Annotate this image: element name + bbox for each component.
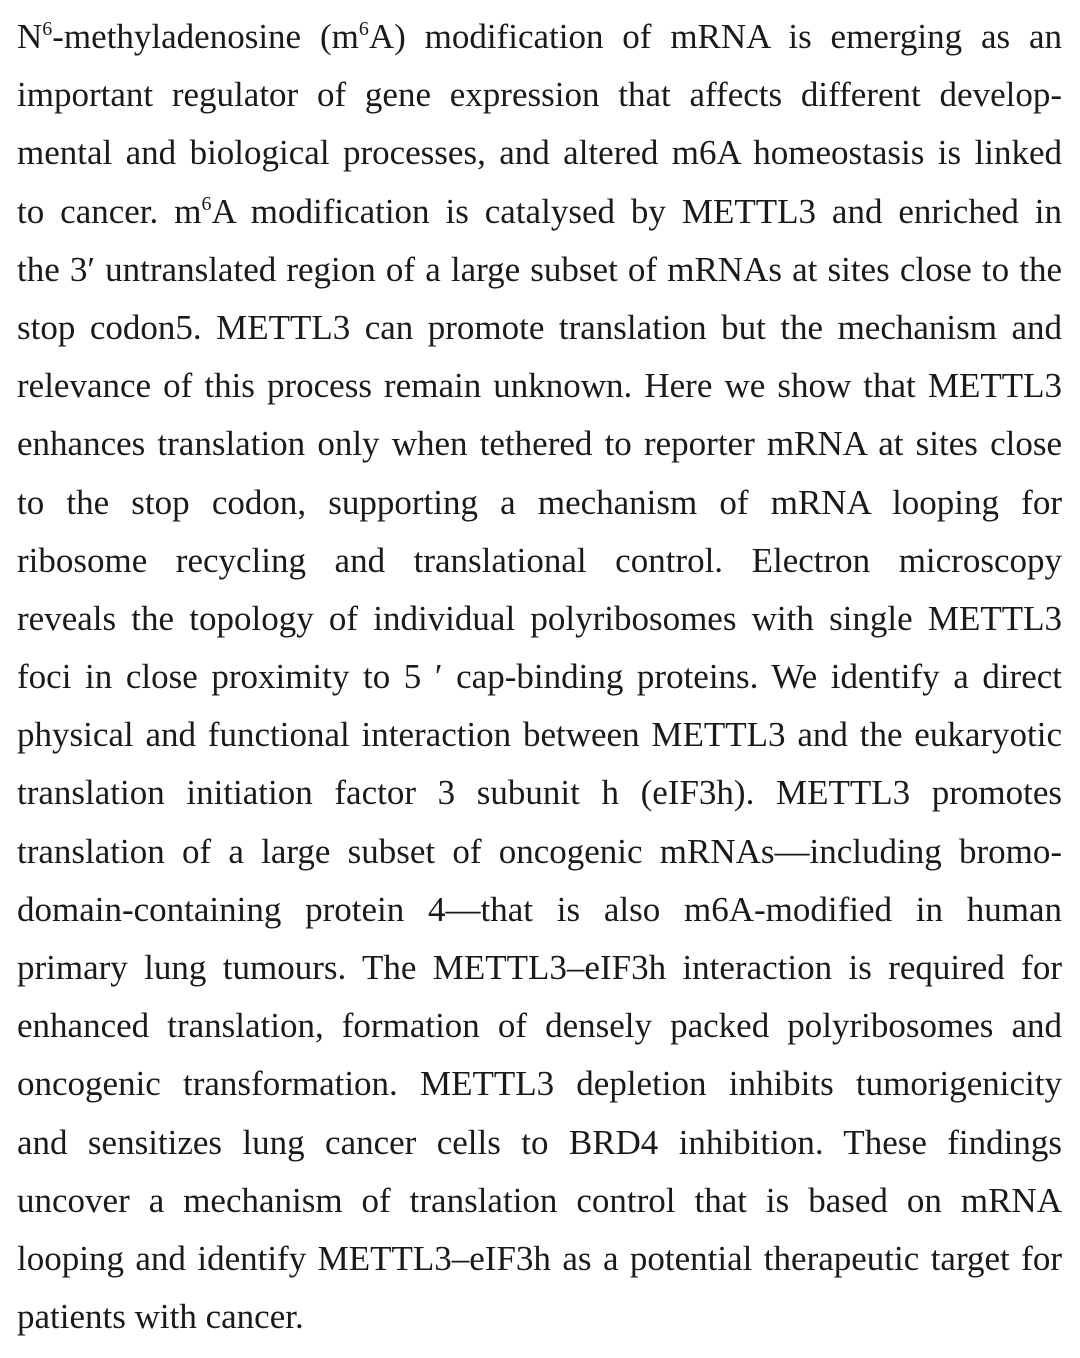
text-line: [17, 12, 1062, 70]
text-line: stop codon5. METTL3 can promote translation but the mechanism and: [17, 307, 1062, 347]
text-line: oncogenic transformation. METTL3 depletion inhibits tumorigenicity: [17, 1064, 1062, 1104]
text-line: looping and identify METTL3–eIF3h as a potential therapeutic target for: [17, 1238, 1062, 1278]
text-line: uncover a mechanism of translation control that is based on mRNA: [17, 1180, 1062, 1220]
text-segment: to cancer. m: [17, 191, 202, 231]
text-line: the 3′ untranslated region of a large subset of mRNAs at sites close to the: [17, 249, 1062, 289]
text-line: reveals the topology of individual polyribosomes with single METTL3: [17, 598, 1062, 638]
text-segment: A modification is catalysed by METTL3 and enriched in: [211, 191, 1063, 231]
text-line: domain-containing protein 4—that is also m6A-modified in human: [17, 889, 1062, 929]
text-line: mental and biological processes, and altered m6A homeostasis is linked: [17, 133, 1062, 173]
text-segment: N: [17, 17, 43, 56]
superscript: 6: [358, 18, 369, 40]
text-line: translation initiation factor 3 subunit h (eIF3h). METTL3 promotes: [17, 773, 1062, 813]
text-line: enhances translation only when tethered to reporter mRNA at sites close: [17, 424, 1062, 464]
text-line: primary lung tumours. The METTL3–eIF3h interaction is required for: [17, 948, 1062, 987]
abstract-paragraph: [17, 12, 1062, 1350]
text-line: patients with cancer.: [17, 1297, 304, 1337]
text-line: important regulator of gene expression that affects different develop-: [17, 75, 1062, 115]
text-segment: -methyladenosine (m: [52, 17, 359, 56]
text-line: physical and functional interaction between METTL3 and the eukaryotic: [17, 715, 1062, 755]
text-line: enhanced translation, formation of densely packed polyribosomes and: [17, 1006, 1062, 1046]
text-line: foci in close proximity to 5 ′ cap-binding proteins. We identify a direct: [17, 657, 1062, 697]
superscript: 6: [42, 18, 53, 40]
superscript: 6: [201, 192, 212, 215]
text-segment: A) modification of mRNA is emerging as an: [368, 17, 1062, 56]
text-line: and sensitizes lung cancer cells to BRD4 inhibition. These findings: [17, 1122, 1062, 1162]
text-line: translation of a large subset of oncogenic mRNAs—including bromo-: [17, 831, 1062, 871]
text-line: to the stop codon, supporting a mechanism of mRNA looping for: [17, 482, 1062, 522]
text-line: [17, 187, 1062, 245]
text-line: ribosome recycling and translational control. Electron microscopy: [17, 540, 1062, 580]
text-line: relevance of this process remain unknown. Here we show that METTL3: [17, 366, 1062, 406]
